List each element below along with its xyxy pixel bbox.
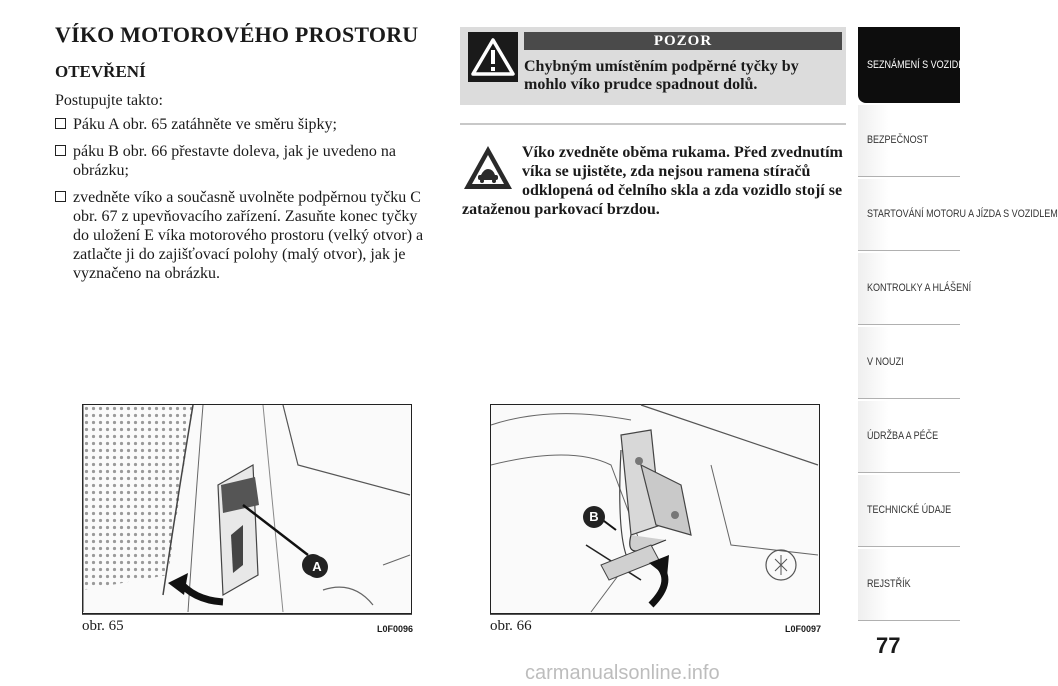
sidebar-item-startovani[interactable] <box>858 179 1058 251</box>
figure-66-code: L0F0097 <box>785 624 822 634</box>
checkbox-bullet-icon <box>55 145 66 156</box>
note-body: Víko zvedněte oběma rukama. Před zvednutím víka se ujistěte, zda nejsou ramena stíračů odklopená od čelního skla a zda vozidlo stojí se zataženou parkovací brzdou. <box>462 144 843 218</box>
sidebar-item-label: KONTROLKY A HLÁŠENÍ <box>867 282 972 294</box>
sidebar-item-udrzba[interactable] <box>858 401 960 473</box>
figure-66-caption: obr. 66 <box>490 618 532 634</box>
sidebar-item-label: ÚDRŽBA A PÉČE <box>867 430 939 442</box>
checkbox-bullet-icon <box>55 191 66 202</box>
divider <box>460 123 846 125</box>
intro-text: Postupujte takto: <box>55 92 163 109</box>
checkbox-bullet-icon <box>55 118 66 129</box>
step-text: Páku A obr. 65 zatáhněte ve směru šipky; <box>73 116 337 133</box>
sidebar-item-label: TECHNICKÉ ÚDAJE <box>867 504 952 516</box>
figure-65-image <box>82 404 412 614</box>
sidebar-item-rejstrik[interactable] <box>858 549 960 621</box>
sidebar-item-label: SEZNÁMENÍ S VOZIDLEM <box>867 58 977 71</box>
page-number: 77 <box>876 633 901 658</box>
step-text: zvedněte víko a současně uvolněte podpěrnou tyčku C obr. 67 z upevňovacího zařízení. Zasuňte konec tyčky do uložení E víka motorového prostoru (velký otvor) a zatlačte ji do zajišťovací polohy (malý otvor), jak je vyznačeno na obrázku. <box>73 189 424 282</box>
sidebar-item-seznameni[interactable] <box>858 27 977 103</box>
note-text <box>462 143 848 219</box>
warning-header: POZOR <box>524 32 842 50</box>
step-item <box>55 188 435 283</box>
step-text: páku B obr. 66 přestavte doleva, jak je uvedeno na obrázku; <box>73 143 397 179</box>
sidebar-item-label: BEZPEČNOST <box>867 134 929 146</box>
figure-label-a: A <box>306 556 328 578</box>
warning-triangle-icon <box>468 32 518 82</box>
page-title: VÍKO MOTOROVÉHO PROSTORU <box>55 22 419 47</box>
sidebar-item-label: REJSTŘÍK <box>867 578 911 590</box>
sidebar-item-v-nouzi[interactable] <box>858 327 960 399</box>
sidebar-item-kontrolky[interactable] <box>858 253 972 325</box>
step-item <box>55 142 435 180</box>
figure-65-rule <box>82 614 412 615</box>
sidebar-item-label: V NOUZI <box>867 356 904 368</box>
warning-text: Chybným umístěním podpěrné tyčky by mohlo víko prudce spadnout dolů. <box>524 58 799 93</box>
sidebar-item-technicke-udaje[interactable] <box>858 475 960 547</box>
sidebar-item-bezpecnost[interactable] <box>858 105 960 177</box>
figure-66-image <box>490 404 820 614</box>
step-item <box>55 115 435 134</box>
watermark: carmanualsonline.info <box>525 662 720 684</box>
sidebar-item-label: STARTOVÁNÍ MOTORU A JÍZDA S VOZIDLEM <box>867 208 1058 220</box>
section-title: OTEVŘENÍ <box>55 62 146 81</box>
car-warning-triangle-icon <box>462 143 514 193</box>
figure-65-code: L0F0096 <box>377 624 414 634</box>
figure-label-b: B <box>583 506 605 528</box>
figure-66-rule <box>490 614 820 615</box>
figure-65-caption: obr. 65 <box>82 618 124 634</box>
